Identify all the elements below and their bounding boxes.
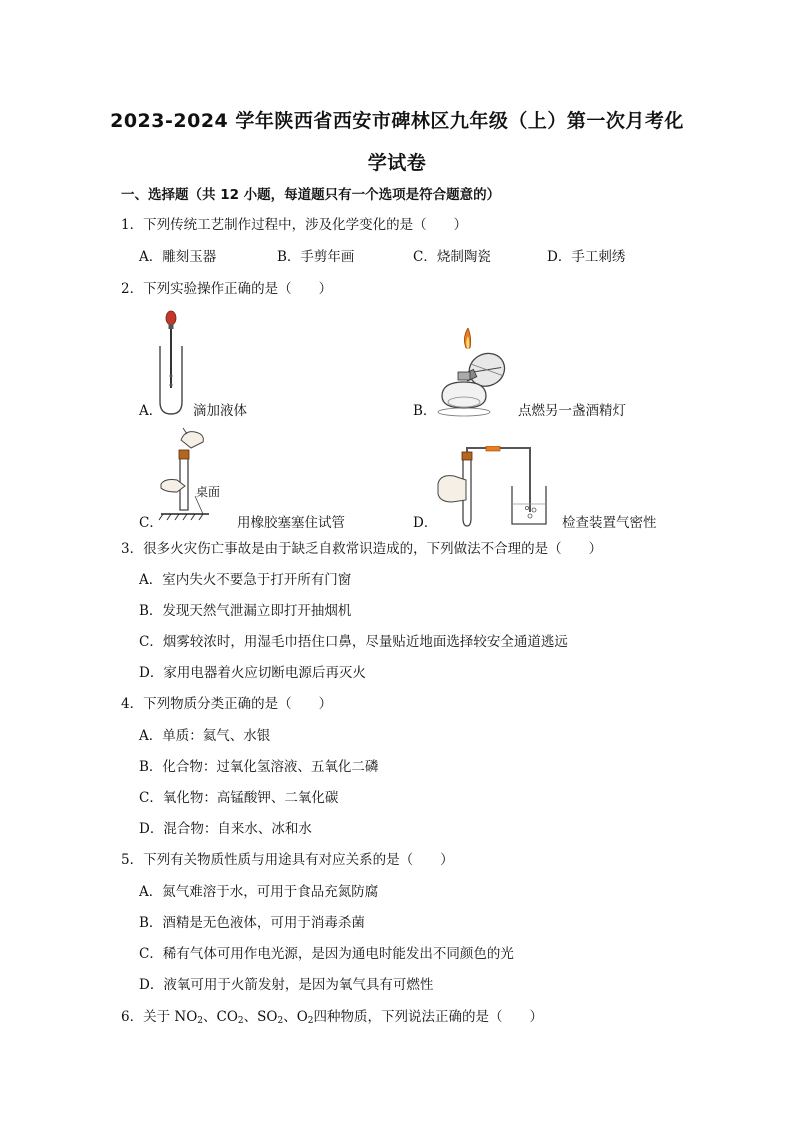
question-4-stem: 4．下列物质分类正确的是（ ） xyxy=(121,696,333,712)
q6-sub-3: 2 xyxy=(277,1016,284,1026)
q1-option-c: C．烧制陶瓷 xyxy=(413,249,491,265)
q6-text-5: 四种物质，下列说法正确的是（ ） xyxy=(313,1009,544,1025)
q6-sub-1: 2 xyxy=(197,1016,203,1026)
q5-option-d: D．液氧可用于火箭发射，是因为氧气具有可燃性 xyxy=(139,977,434,993)
q2-option-d-caption: 检查装置气密性 xyxy=(562,515,657,531)
question-5-stem: 5．下列有关物质性质与用途具有对应关系的是（ ） xyxy=(121,852,454,868)
exam-title-line2: 学试卷 xyxy=(367,152,427,174)
airtightness-check-icon xyxy=(436,446,556,532)
question-3-stem: 3．很多火灾伤亡事故是由于缺乏自救常识造成的，下列做法不合理的是（ ） xyxy=(121,541,603,557)
q2-option-c-letter: C． xyxy=(139,515,163,531)
q5-option-c: C．稀有气体可用作电光源，是因为通电时能发出不同颜色的光 xyxy=(139,946,514,962)
q6-text-1: 6．关于 NO xyxy=(121,1009,198,1025)
q6-text-4: 、O xyxy=(283,1009,308,1025)
q6-text-3: 、SO xyxy=(243,1009,278,1025)
q3-option-d: D．家用电器着火应切断电源后再灭火 xyxy=(139,665,366,681)
q4-option-b: B．化合物：过氧化氢溶液、五氧化二磷 xyxy=(139,759,379,775)
q4-option-c: C．氧化物：高锰酸钾、二氧化碳 xyxy=(139,790,339,806)
q6-sub-2: 2 xyxy=(237,1016,244,1026)
q6-sub-4: 2 xyxy=(307,1016,314,1026)
q4-option-d: D．混合物：自来水、冰和水 xyxy=(139,821,312,837)
q4-option-a: A．单质：氦气、水银 xyxy=(139,728,271,744)
rubber-stopper-test-tube-icon xyxy=(155,426,215,526)
q2-option-b-letter: B． xyxy=(413,403,437,419)
q5-option-a: A．氮气难溶于水，可用于食品充氮防腐 xyxy=(139,884,379,900)
q3-option-a: A．室内失火不要急于打开所有门窗 xyxy=(139,572,352,588)
desk-label: 桌面 xyxy=(196,485,221,499)
q2-option-b-caption: 点燃另一盏酒精灯 xyxy=(518,403,626,419)
q2-option-a-letter: A． xyxy=(139,403,163,419)
q2-option-c-caption: 用橡胶塞塞住试管 xyxy=(237,515,345,531)
question-6-stem xyxy=(121,1008,543,1030)
q5-option-b: B．酒精是无色液体，可用于消毒杀菌 xyxy=(139,915,365,931)
q2-option-a-caption: 滴加液体 xyxy=(193,403,247,419)
q6-text-2: 、CO xyxy=(203,1009,238,1025)
section-heading: 一、选择题（共 12 小题，每道题只有一个选项是符合题意的） xyxy=(121,187,501,203)
exam-title-line1: 2023-2024 学年陕西省西安市碑林区九年级（上）第一次月考化 xyxy=(110,110,684,132)
q1-option-a: A．雕刻玉器 xyxy=(139,249,217,265)
question-1-stem: 1．下列传统工艺制作过程中，涉及化学变化的是（ ） xyxy=(121,217,468,233)
question-2-stem: 2．下列实验操作正确的是（ ） xyxy=(121,281,333,297)
q1-option-b: B．手剪年画 xyxy=(277,249,355,265)
alcohol-lamp-icon xyxy=(428,328,518,418)
q1-option-d: D．手工刺绣 xyxy=(547,249,626,265)
q3-option-c: C．烟雾较浓时，用湿毛巾捂住口鼻，尽量贴近地面选择较安全通道逃远 xyxy=(139,634,568,650)
q3-option-b: B．发现天然气泄漏立即打开抽烟机 xyxy=(139,603,352,619)
q2-option-d-letter: D． xyxy=(413,515,438,531)
